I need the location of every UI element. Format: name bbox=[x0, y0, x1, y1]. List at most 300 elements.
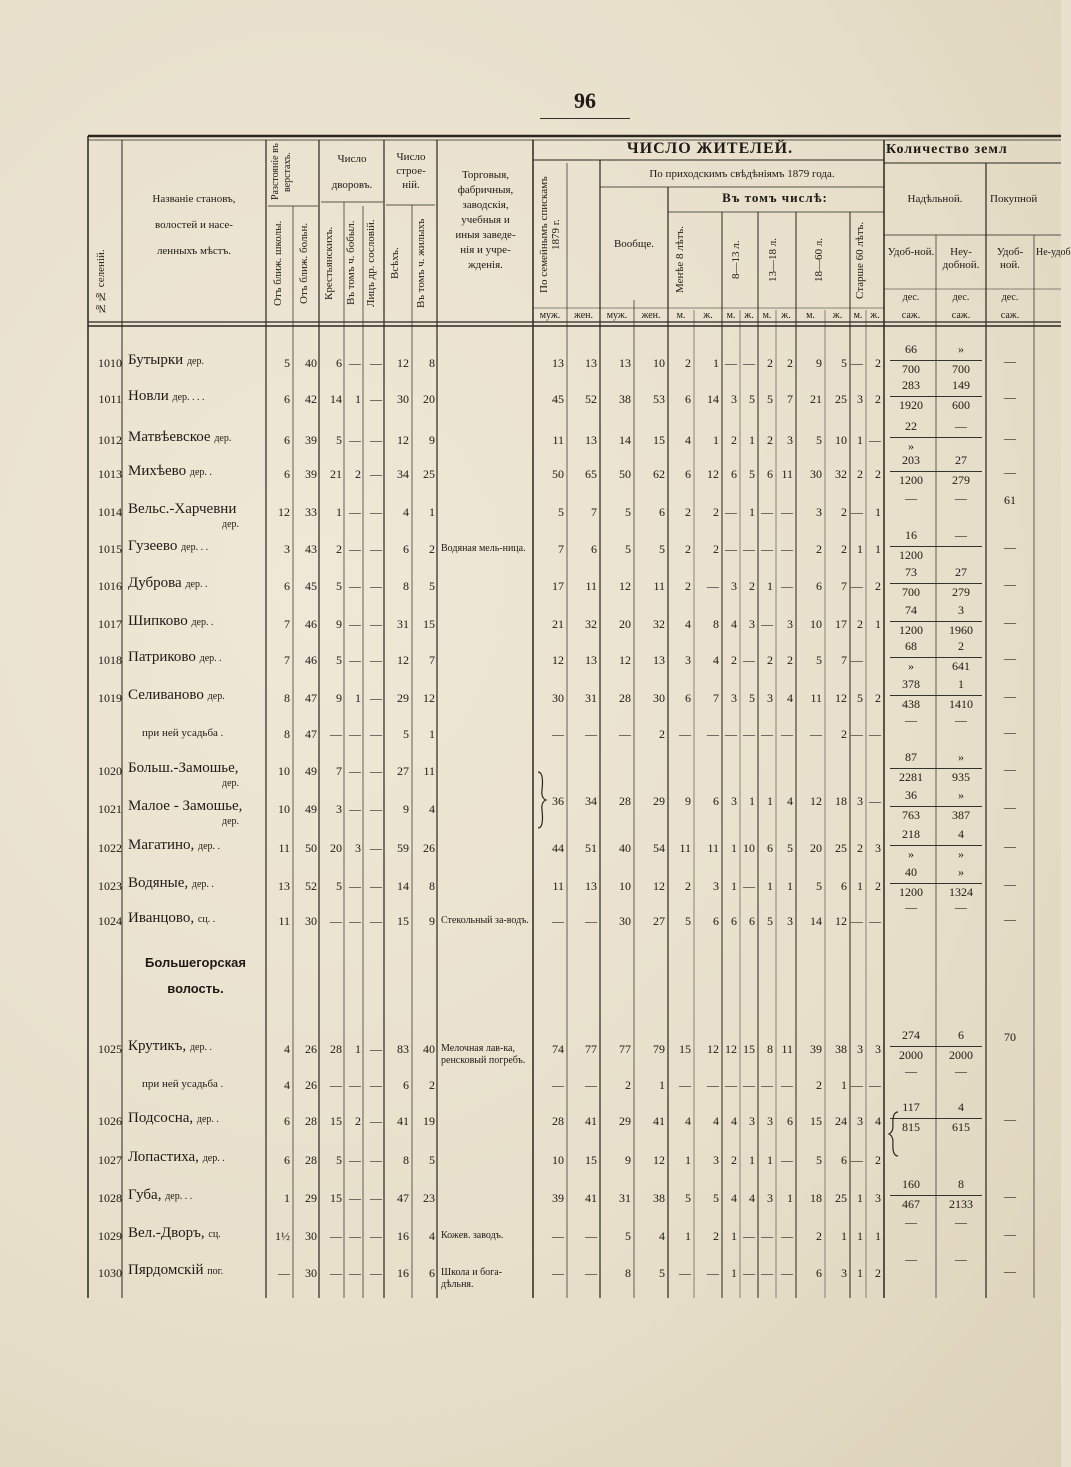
place-name bbox=[128, 837, 220, 854]
data-cell: 3 bbox=[713, 879, 719, 893]
place-name bbox=[128, 1187, 192, 1204]
data-cell: — bbox=[370, 392, 382, 406]
land-nonarable-des: 149 bbox=[952, 378, 970, 392]
data-cell: 38 bbox=[835, 1042, 847, 1056]
land-arable-saz: 1200 bbox=[899, 885, 923, 899]
land-nonarable-des: » bbox=[958, 342, 964, 356]
fraction-line bbox=[890, 621, 982, 622]
place-name bbox=[128, 613, 213, 630]
data-cell: — bbox=[743, 1266, 755, 1280]
data-cell: 4 bbox=[875, 1114, 881, 1128]
data-cell: — bbox=[869, 914, 881, 928]
place-name-text: Губа, bbox=[128, 1187, 162, 1203]
data-cell: 2 bbox=[685, 579, 691, 593]
place-name-text: при ней усадьба bbox=[142, 727, 218, 739]
fraction-line bbox=[890, 471, 982, 472]
land-arable-des: 66 bbox=[905, 342, 917, 356]
data-cell: 7 bbox=[713, 691, 719, 705]
data-cell: — bbox=[349, 505, 361, 519]
place-kind: дер. bbox=[222, 816, 240, 827]
place-kind: дер. bbox=[222, 778, 240, 789]
data-cell: 26 bbox=[423, 841, 435, 855]
data-cell: — bbox=[349, 653, 361, 667]
data-cell: 38 bbox=[619, 392, 631, 406]
data-cell: 11 bbox=[278, 841, 290, 855]
land-nonarable-des: » bbox=[958, 865, 964, 879]
land-arable-des: 22 bbox=[905, 419, 917, 433]
data-cell: — bbox=[707, 1078, 719, 1092]
header-age-13-18: 13—18 л. bbox=[767, 238, 779, 282]
data-cell: 2 bbox=[875, 467, 881, 481]
data-cell: 34 bbox=[397, 467, 409, 481]
data-cell: — bbox=[349, 914, 361, 928]
data-cell: 12 bbox=[653, 1153, 665, 1167]
data-cell: 1 bbox=[355, 691, 361, 705]
data-cell: — bbox=[349, 1229, 361, 1243]
land-arable-des: 218 bbox=[902, 827, 920, 841]
data-cell: — bbox=[725, 505, 737, 519]
data-cell: — bbox=[370, 467, 382, 481]
place-name bbox=[128, 352, 204, 369]
data-cell: 1 bbox=[713, 433, 719, 447]
data-cell: 5 bbox=[857, 691, 863, 705]
data-cell: 30 bbox=[653, 691, 665, 705]
row-number: 1026 bbox=[98, 1114, 122, 1128]
combined-cell: 9 bbox=[685, 794, 691, 808]
fraction-line bbox=[890, 546, 982, 547]
data-cell: 3 bbox=[857, 392, 863, 406]
data-cell: 6 bbox=[403, 1078, 409, 1092]
row-number: 1023 bbox=[98, 879, 122, 893]
data-cell: 47 bbox=[305, 727, 317, 741]
place-name bbox=[128, 798, 242, 815]
land-purchased: — bbox=[1004, 725, 1016, 739]
header-allotted: Надѣльной. bbox=[907, 193, 963, 205]
data-cell: 3 bbox=[336, 802, 342, 816]
header-institutions: Торговыя, фабричныя, заводскія, учебныя и иныя заведе- нія и учре- жденія. bbox=[455, 169, 516, 271]
data-cell: 3 bbox=[767, 691, 773, 705]
data-cell: 4 bbox=[284, 1078, 290, 1092]
combined-cell: 34 bbox=[585, 794, 597, 808]
data-cell: 2 bbox=[429, 1078, 435, 1092]
data-cell: 43 bbox=[305, 542, 317, 556]
data-cell: — bbox=[370, 1229, 382, 1243]
data-cell: 2 bbox=[685, 505, 691, 519]
data-cell: 12 bbox=[278, 505, 290, 519]
data-cell: 30 bbox=[305, 1266, 317, 1280]
land-purchased: — bbox=[1004, 912, 1016, 926]
land-purchased: — bbox=[1004, 390, 1016, 404]
data-cell: — bbox=[370, 1266, 382, 1280]
data-cell: 12 bbox=[552, 653, 564, 667]
data-cell: 1 bbox=[767, 579, 773, 593]
data-cell: 21 bbox=[810, 392, 822, 406]
data-cell: 8 bbox=[284, 727, 290, 741]
data-cell: 50 bbox=[619, 467, 631, 481]
unit-m: м. bbox=[726, 310, 736, 321]
data-cell: 33 bbox=[305, 505, 317, 519]
data-cell: 2 bbox=[659, 727, 665, 741]
data-cell: 2 bbox=[767, 653, 773, 667]
data-cell: 2 bbox=[875, 392, 881, 406]
data-cell: 10 bbox=[835, 433, 847, 447]
data-cell: 5 bbox=[403, 727, 409, 741]
land-nonarable-des: — bbox=[955, 900, 967, 914]
land-purchased: — bbox=[1004, 354, 1016, 368]
row-number: 1027 bbox=[98, 1153, 122, 1167]
place-kind: дер. . bbox=[199, 653, 222, 664]
data-cell: 39 bbox=[552, 1191, 564, 1205]
data-cell: 4 bbox=[713, 1114, 719, 1128]
data-cell: 14 bbox=[397, 879, 409, 893]
data-cell: 74 bbox=[552, 1042, 564, 1056]
row-number: 1020 bbox=[98, 764, 122, 778]
land-arable-des: 117 bbox=[902, 1100, 920, 1114]
fraction-line bbox=[890, 360, 982, 361]
place-name-text: Шипково bbox=[128, 613, 188, 629]
data-cell: 5 bbox=[685, 914, 691, 928]
data-cell: 6 bbox=[713, 914, 719, 928]
land-nonarable-des: 1 bbox=[958, 677, 964, 691]
data-cell: 5 bbox=[816, 653, 822, 667]
data-cell: 29 bbox=[305, 1191, 317, 1205]
row-number: 1017 bbox=[98, 617, 122, 631]
land-purchased: — bbox=[1004, 615, 1016, 629]
header-family-lists: По семейнымъ спискамъ 1879 г. bbox=[538, 176, 562, 294]
data-cell: 3 bbox=[787, 914, 793, 928]
data-cell: 8 bbox=[429, 356, 435, 370]
data-cell: 4 bbox=[685, 1114, 691, 1128]
fraction-line bbox=[890, 583, 982, 584]
row-number: 1014 bbox=[98, 505, 122, 519]
data-cell: 1 bbox=[787, 1191, 793, 1205]
place-name-text: Новли bbox=[128, 388, 169, 404]
header-total: Вообще. bbox=[613, 238, 655, 250]
data-cell: 5 bbox=[659, 542, 665, 556]
data-cell: — bbox=[349, 879, 361, 893]
data-cell: 7 bbox=[787, 392, 793, 406]
data-cell: 15 bbox=[810, 1114, 822, 1128]
data-cell: — bbox=[349, 579, 361, 593]
data-cell: 47 bbox=[397, 1191, 409, 1205]
unit-m: м. bbox=[806, 310, 815, 321]
unit-f: ж. bbox=[703, 310, 713, 321]
data-cell: — bbox=[781, 1229, 793, 1243]
data-cell: 12 bbox=[835, 691, 847, 705]
data-cell: 6 bbox=[429, 1266, 435, 1280]
data-cell: 12 bbox=[619, 579, 631, 593]
data-cell: 65 bbox=[585, 467, 597, 481]
data-cell: 2 bbox=[355, 1114, 361, 1128]
data-cell: — bbox=[370, 653, 382, 667]
land-arable-des: 16 bbox=[905, 528, 917, 542]
data-cell: 49 bbox=[305, 764, 317, 778]
data-cell: 5 bbox=[336, 1153, 342, 1167]
data-cell: 2 bbox=[875, 579, 881, 593]
data-cell: — bbox=[743, 653, 755, 667]
data-cell: — bbox=[349, 1191, 361, 1205]
data-cell: 5 bbox=[625, 505, 631, 519]
place-name bbox=[128, 687, 225, 704]
data-cell: — bbox=[781, 505, 793, 519]
institution: Стекольный за-водъ. bbox=[441, 915, 529, 926]
data-cell: — bbox=[761, 1266, 773, 1280]
data-cell: — bbox=[851, 356, 863, 370]
land-arable-des: 40 bbox=[905, 865, 917, 879]
data-cell: 9 bbox=[403, 802, 409, 816]
land-purchased: — bbox=[1004, 877, 1016, 891]
land-arable-saz: » bbox=[908, 439, 914, 453]
data-cell: — bbox=[349, 617, 361, 631]
combined-cell: 1 bbox=[767, 794, 773, 808]
data-cell: 1 bbox=[659, 1078, 665, 1092]
data-cell: 40 bbox=[423, 1042, 435, 1056]
land-arable-des: 160 bbox=[902, 1177, 920, 1191]
data-cell: 6 bbox=[284, 392, 290, 406]
data-cell: — bbox=[743, 727, 755, 741]
unit-m: м. bbox=[853, 310, 863, 321]
data-cell: 1 bbox=[857, 1266, 863, 1280]
place-name-text: Иванцово, bbox=[128, 910, 195, 926]
data-cell: 2 bbox=[429, 542, 435, 556]
header-buildings-all: Всѣхъ. bbox=[389, 247, 401, 279]
land-purchased: 61 bbox=[1004, 493, 1016, 507]
data-cell: — bbox=[743, 542, 755, 556]
header-yards-peasant: Крестьянскихъ. bbox=[323, 226, 335, 300]
data-cell: 46 bbox=[305, 653, 317, 667]
land-arable-des: 378 bbox=[902, 677, 920, 691]
data-cell: 3 bbox=[713, 1153, 719, 1167]
data-cell: 6 bbox=[731, 914, 737, 928]
data-cell: 52 bbox=[305, 879, 317, 893]
data-cell: 8 bbox=[713, 617, 719, 631]
land-arable-des: 274 bbox=[902, 1028, 920, 1042]
data-cell: 6 bbox=[591, 542, 597, 556]
data-cell: 14 bbox=[810, 914, 822, 928]
unit-m: м. bbox=[762, 310, 772, 321]
land-purchased: — bbox=[1004, 540, 1016, 554]
data-cell: 10 bbox=[619, 879, 631, 893]
unit-m: м. bbox=[676, 310, 686, 321]
data-cell: 2 bbox=[767, 356, 773, 370]
data-cell: 4 bbox=[429, 1229, 435, 1243]
place-kind: . bbox=[220, 1079, 224, 1090]
land-arable-saz: 1920 bbox=[899, 398, 923, 412]
data-cell: 27 bbox=[653, 914, 665, 928]
data-cell: — bbox=[851, 1153, 863, 1167]
data-cell: 3 bbox=[731, 691, 737, 705]
data-cell: 11 bbox=[653, 579, 665, 593]
place-name-text: Пярдомскій bbox=[128, 1262, 204, 1278]
land-arable-saz: 1200 bbox=[899, 623, 923, 637]
data-cell: 31 bbox=[397, 617, 409, 631]
land-nonarable-des: 27 bbox=[955, 565, 967, 579]
land-nonarable-des: 8 bbox=[958, 1177, 964, 1191]
data-cell: — bbox=[619, 727, 631, 741]
page-number: 96 bbox=[574, 88, 596, 113]
unit-male: муж. bbox=[606, 310, 628, 321]
data-cell: — bbox=[869, 727, 881, 741]
data-cell: 1 bbox=[429, 505, 435, 519]
data-cell: — bbox=[370, 505, 382, 519]
land-nonarable-saz: 2133 bbox=[949, 1197, 973, 1211]
combined-cell: 36 bbox=[552, 794, 564, 808]
place-name bbox=[128, 1149, 225, 1166]
data-cell: 1 bbox=[841, 1229, 847, 1243]
data-cell: 2 bbox=[787, 356, 793, 370]
data-cell: 27 bbox=[397, 764, 409, 778]
data-cell: 4 bbox=[429, 802, 435, 816]
row-number: 1030 bbox=[98, 1266, 122, 1280]
land-purchased: — bbox=[1004, 1227, 1016, 1241]
data-cell: 12 bbox=[835, 914, 847, 928]
data-cell: — bbox=[781, 1153, 793, 1167]
data-cell: 6 bbox=[767, 841, 773, 855]
data-cell: 15 bbox=[585, 1153, 597, 1167]
data-cell: 50 bbox=[552, 467, 564, 481]
data-cell: — bbox=[869, 1078, 881, 1092]
data-cell: 1 bbox=[685, 1229, 691, 1243]
data-cell: 20 bbox=[330, 841, 342, 855]
data-cell: — bbox=[707, 727, 719, 741]
place-name-text: Подсосна, bbox=[128, 1110, 194, 1126]
place-kind: дер. . bbox=[202, 1153, 225, 1164]
data-cell: 9 bbox=[336, 617, 342, 631]
data-cell: 13 bbox=[585, 356, 597, 370]
data-cell: 2 bbox=[713, 505, 719, 519]
data-cell: 20 bbox=[619, 617, 631, 631]
combined-cell: 1 bbox=[749, 794, 755, 808]
land-arable-saz: 700 bbox=[902, 585, 920, 599]
unit-des: дес. bbox=[1001, 292, 1019, 303]
data-cell: — bbox=[349, 764, 361, 778]
data-cell: 1 bbox=[875, 617, 881, 631]
data-cell: 11 bbox=[552, 879, 564, 893]
unit-des: дес. bbox=[952, 292, 970, 303]
data-cell: 6 bbox=[403, 542, 409, 556]
land-nonarable-des: 2 bbox=[958, 639, 964, 653]
data-cell: 46 bbox=[305, 617, 317, 631]
land-nonarable-saz: 600 bbox=[952, 398, 970, 412]
row-number: 1013 bbox=[98, 467, 122, 481]
data-cell: 52 bbox=[585, 392, 597, 406]
data-cell: 1 bbox=[749, 433, 755, 447]
data-cell: 2 bbox=[685, 879, 691, 893]
header-distance: Разстояніе въ верстахъ. bbox=[270, 143, 293, 201]
place-name bbox=[128, 875, 214, 892]
land-arable-saz: 1200 bbox=[899, 473, 923, 487]
data-cell: — bbox=[761, 542, 773, 556]
unit-saz: саж. bbox=[951, 310, 971, 321]
data-cell: 12 bbox=[707, 467, 719, 481]
data-cell: 10 bbox=[810, 617, 822, 631]
data-cell: — bbox=[349, 802, 361, 816]
data-cell: 2 bbox=[816, 1078, 822, 1092]
data-cell: 9 bbox=[429, 433, 435, 447]
row-number: 1012 bbox=[98, 433, 122, 447]
data-cell: 12 bbox=[707, 1042, 719, 1056]
data-cell: 3 bbox=[816, 505, 822, 519]
data-cell: 1 bbox=[857, 1229, 863, 1243]
fraction-line bbox=[890, 1195, 982, 1196]
data-cell: 2 bbox=[685, 542, 691, 556]
header-nonarable2: Не-удоб bbox=[1036, 247, 1071, 258]
fraction-line bbox=[890, 768, 982, 769]
data-cell: — bbox=[743, 879, 755, 893]
fraction-line bbox=[890, 806, 982, 807]
land-nonarable-saz: 279 bbox=[952, 473, 970, 487]
data-cell: 3 bbox=[749, 617, 755, 631]
data-cell: 10 bbox=[278, 802, 290, 816]
data-cell: 25 bbox=[835, 841, 847, 855]
header-dist-hospital: Отъ ближ. больн. bbox=[298, 222, 310, 304]
data-cell: — bbox=[330, 727, 342, 741]
land-purchased: — bbox=[1004, 431, 1016, 445]
data-cell: 3 bbox=[875, 1042, 881, 1056]
header-including: Въ томъ числѣ: bbox=[722, 190, 828, 205]
data-cell: 2 bbox=[875, 356, 881, 370]
data-cell: 3 bbox=[767, 1191, 773, 1205]
data-cell: 11 bbox=[423, 764, 435, 778]
data-cell: 28 bbox=[552, 1114, 564, 1128]
combined-cell: 6 bbox=[713, 794, 719, 808]
data-cell: 5 bbox=[659, 1266, 665, 1280]
data-cell: 5 bbox=[685, 1191, 691, 1205]
place-kind: дер. bbox=[207, 691, 225, 702]
land-nonarable-saz: 387 bbox=[952, 808, 970, 822]
land-purchased: — bbox=[1004, 1189, 1016, 1203]
header-age-8-13: 8—13 л. bbox=[730, 240, 742, 280]
land-arable-saz: 438 bbox=[902, 697, 920, 711]
land-nonarable-saz: 615 bbox=[952, 1120, 970, 1134]
place-kind: сц. . bbox=[197, 914, 216, 925]
fraction-line bbox=[890, 695, 982, 696]
data-cell: 83 bbox=[397, 1042, 409, 1056]
land-arable-des: 73 bbox=[905, 565, 917, 579]
place-kind: дер. bbox=[214, 433, 232, 444]
combined-cell: 28 bbox=[619, 794, 631, 808]
header-arable2: Удоб-ной. bbox=[996, 246, 1024, 271]
place-name bbox=[128, 1262, 223, 1279]
combined-cell: 18 bbox=[835, 794, 847, 808]
place-name-text: Патриково bbox=[128, 649, 196, 665]
land-arable-saz: 763 bbox=[902, 808, 920, 822]
data-cell: 17 bbox=[552, 579, 564, 593]
data-cell: 1 bbox=[355, 1042, 361, 1056]
data-cell: 13 bbox=[585, 433, 597, 447]
data-cell: 6 bbox=[767, 467, 773, 481]
land-arable-saz: 700 bbox=[902, 362, 920, 376]
place-name-text: Матвѣевское bbox=[128, 429, 211, 445]
data-cell: — bbox=[679, 727, 691, 741]
section-title: Большегорская волость. bbox=[145, 955, 246, 996]
data-cell: 30 bbox=[305, 914, 317, 928]
land-nonarable-des: 4 bbox=[958, 1100, 964, 1114]
data-cell: 2 bbox=[816, 542, 822, 556]
data-cell: — bbox=[743, 1078, 755, 1092]
land-arable-saz: » bbox=[908, 659, 914, 673]
header-land: Количество земл bbox=[886, 142, 1008, 157]
place-name bbox=[128, 501, 236, 518]
data-cell: 6 bbox=[685, 467, 691, 481]
place-kind: дер. . . bbox=[165, 1191, 193, 1202]
data-cell: — bbox=[743, 356, 755, 370]
land-arable-des: 74 bbox=[905, 603, 917, 617]
data-cell: — bbox=[679, 1266, 691, 1280]
data-cell: — bbox=[869, 433, 881, 447]
row-number: 1025 bbox=[98, 1042, 122, 1056]
fraction-line bbox=[890, 657, 982, 658]
